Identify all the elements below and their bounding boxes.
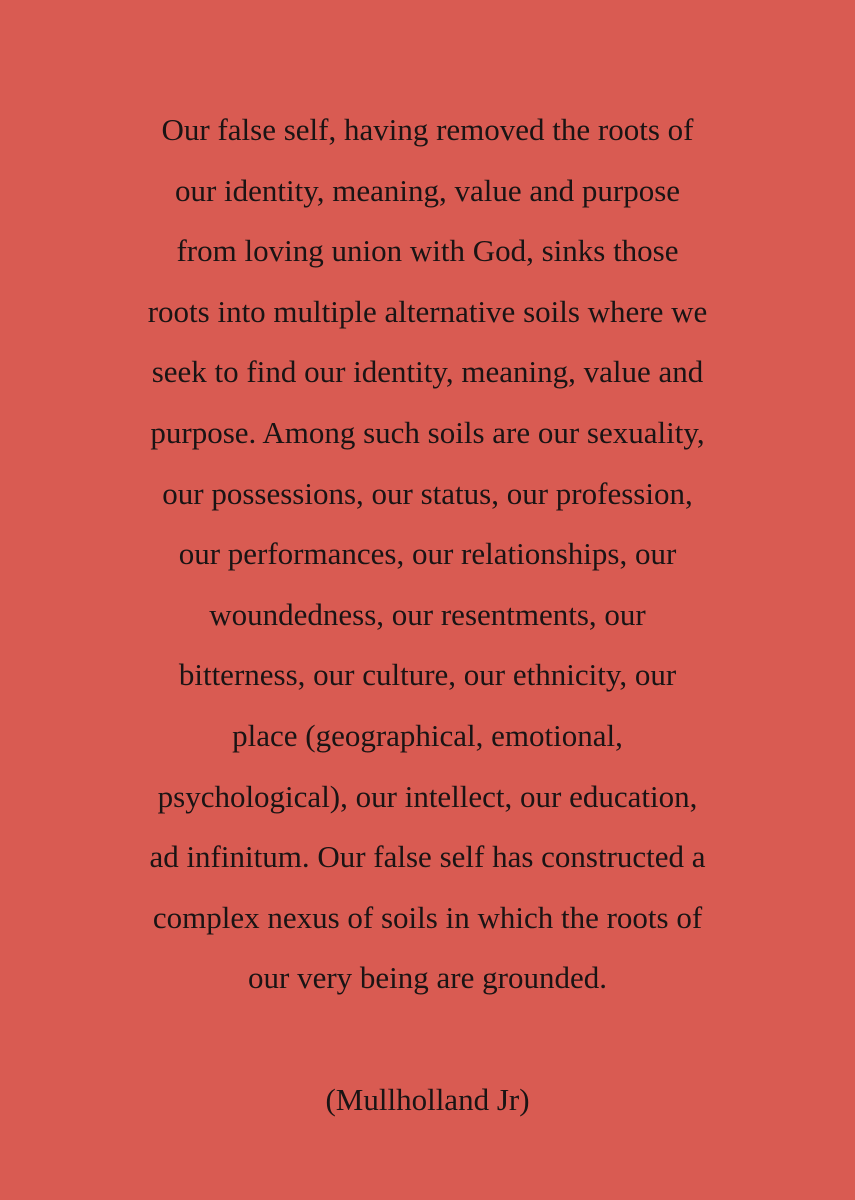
quote-text (80, 100, 775, 1009)
quote-line: ad infinitum. Our false self has constructed a (149, 839, 706, 875)
quote-line: complex nexus of soils in which the roots of (152, 899, 703, 935)
quote-line: our very being are grounded. (248, 960, 607, 996)
quote-line: our identity, meaning, value and purpose (174, 172, 681, 208)
quote-line: our possessions, our status, our profession, (162, 475, 693, 511)
quote-line: place (geographical, emotional, (232, 717, 623, 753)
quote-line: Our false self, having removed the roots of (161, 112, 694, 147)
quote-line: roots into multiple alternative soils where we (147, 293, 708, 329)
quote-line: purpose. Among such soils are our sexuality, (150, 414, 705, 450)
quote-line: psychological), our intellect, our education, (157, 778, 698, 814)
quote-line: seek to find our identity, meaning, value and (151, 354, 704, 390)
quote-line: bitterness, our culture, our ethnicity, our (178, 657, 677, 693)
quote-line: woundedness, our resentments, our (209, 596, 646, 632)
quote-line: from loving union with God, sinks those (176, 233, 679, 269)
quote-attribution: (Mullholland Jr) (325, 1082, 530, 1117)
quote-line: our performances, our relationships, our (178, 536, 677, 572)
